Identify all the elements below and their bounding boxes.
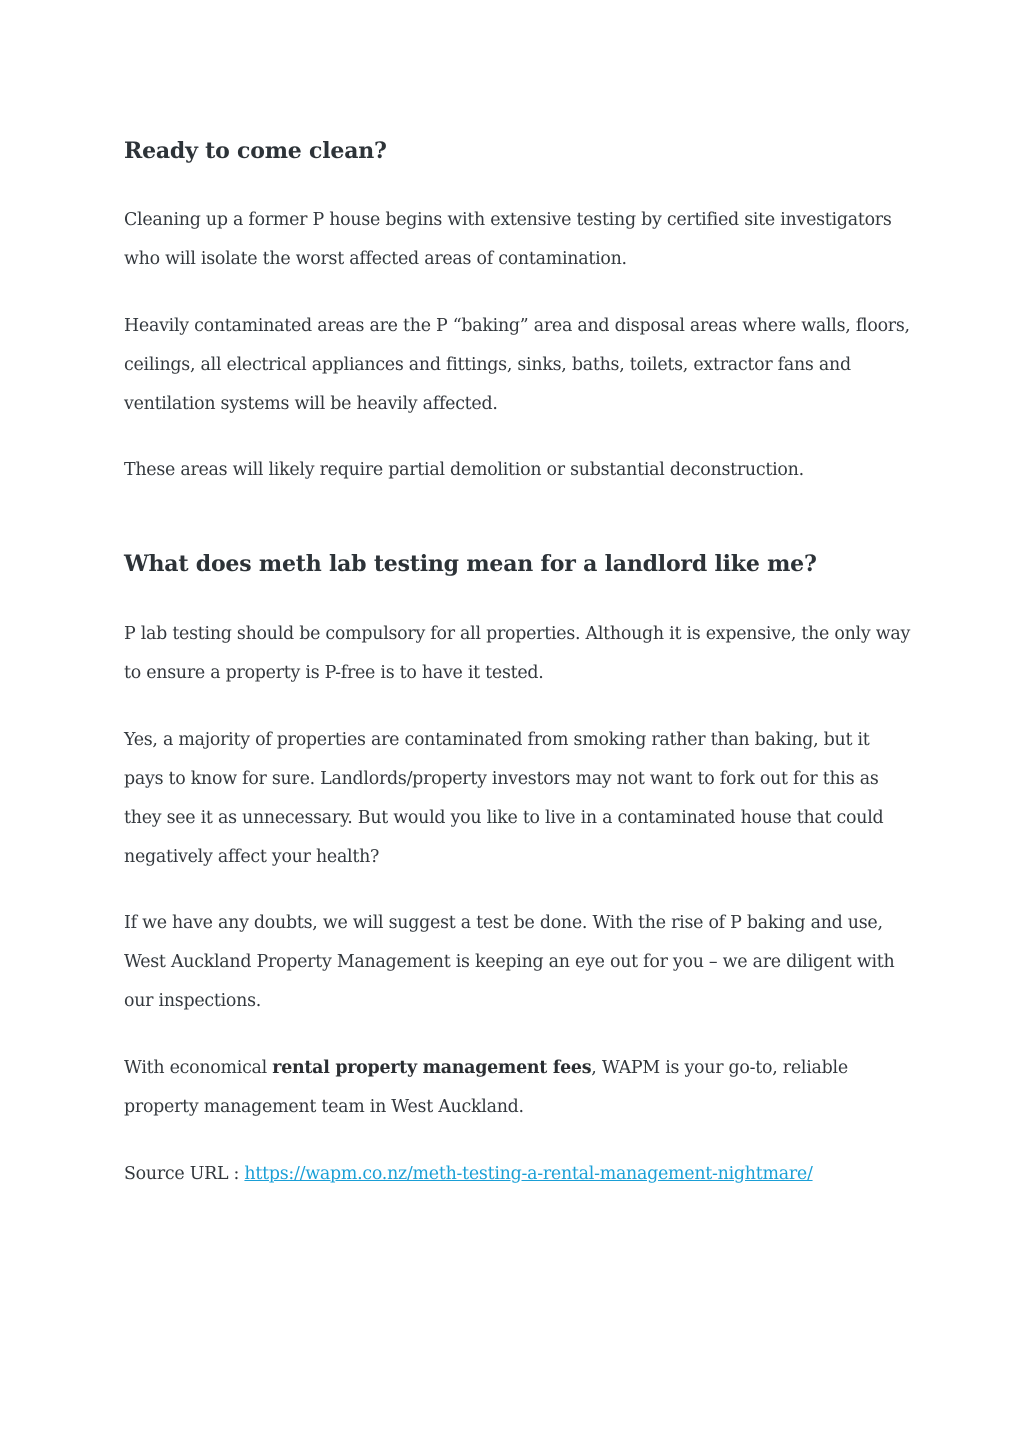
source-line	[124, 1155, 914, 1194]
heading-ready-to-come-clean: Ready to come clean?	[124, 138, 387, 164]
paragraph-heavily-contaminated: Heavily contaminated areas are the P “baking” area and disposal areas where walls, floors, ceilings, all electrical appliances and fittings, sinks, baths, toilets, extractor fans and ventilation systems will be heavily affected.	[124, 316, 910, 414]
paragraph-cleaning-testing: Cleaning up a former P house begins with extensive testing by certified site investigators who will isolate the worst affected areas of contamination.	[124, 210, 892, 269]
source-label: Source URL :	[124, 1164, 245, 1184]
paragraph-demolition: These areas will likely require partial demolition or substantial deconstruction.	[124, 460, 804, 480]
closing-suffix: , WAPM is your go-to, reliable property management team in West Auckland.	[124, 1058, 848, 1117]
paragraph-closing	[124, 1049, 914, 1127]
paragraph-compulsory-testing: P lab testing should be compulsory for all properties. Although it is expensive, the only way to ensure a property is P-free is to have it tested.	[124, 624, 911, 683]
closing-bold-fees: rental property management fees	[272, 1058, 592, 1078]
paragraph-majority-properties: Yes, a majority of properties are contaminated from smoking rather than baking, but it pays to know for sure. Landlords/property investors may not want to fork out for this as they see it as unnecessary. But would you like to live in a contaminated house that could negatively affect your health?	[124, 730, 884, 867]
heading-meth-lab-testing: What does meth lab testing mean for a landlord like me?	[124, 551, 817, 577]
source-url-link[interactable]: https://wapm.co.nz/meth-testing-a-rental-management-nightmare/	[244, 1164, 813, 1184]
paragraph-doubts-inspections: If we have any doubts, we will suggest a test be done. With the rise of P baking and use, West Auckland Property Management is keeping an eye out for you – we are diligent with our inspections.	[124, 913, 895, 1011]
closing-prefix: With economical	[124, 1058, 273, 1078]
